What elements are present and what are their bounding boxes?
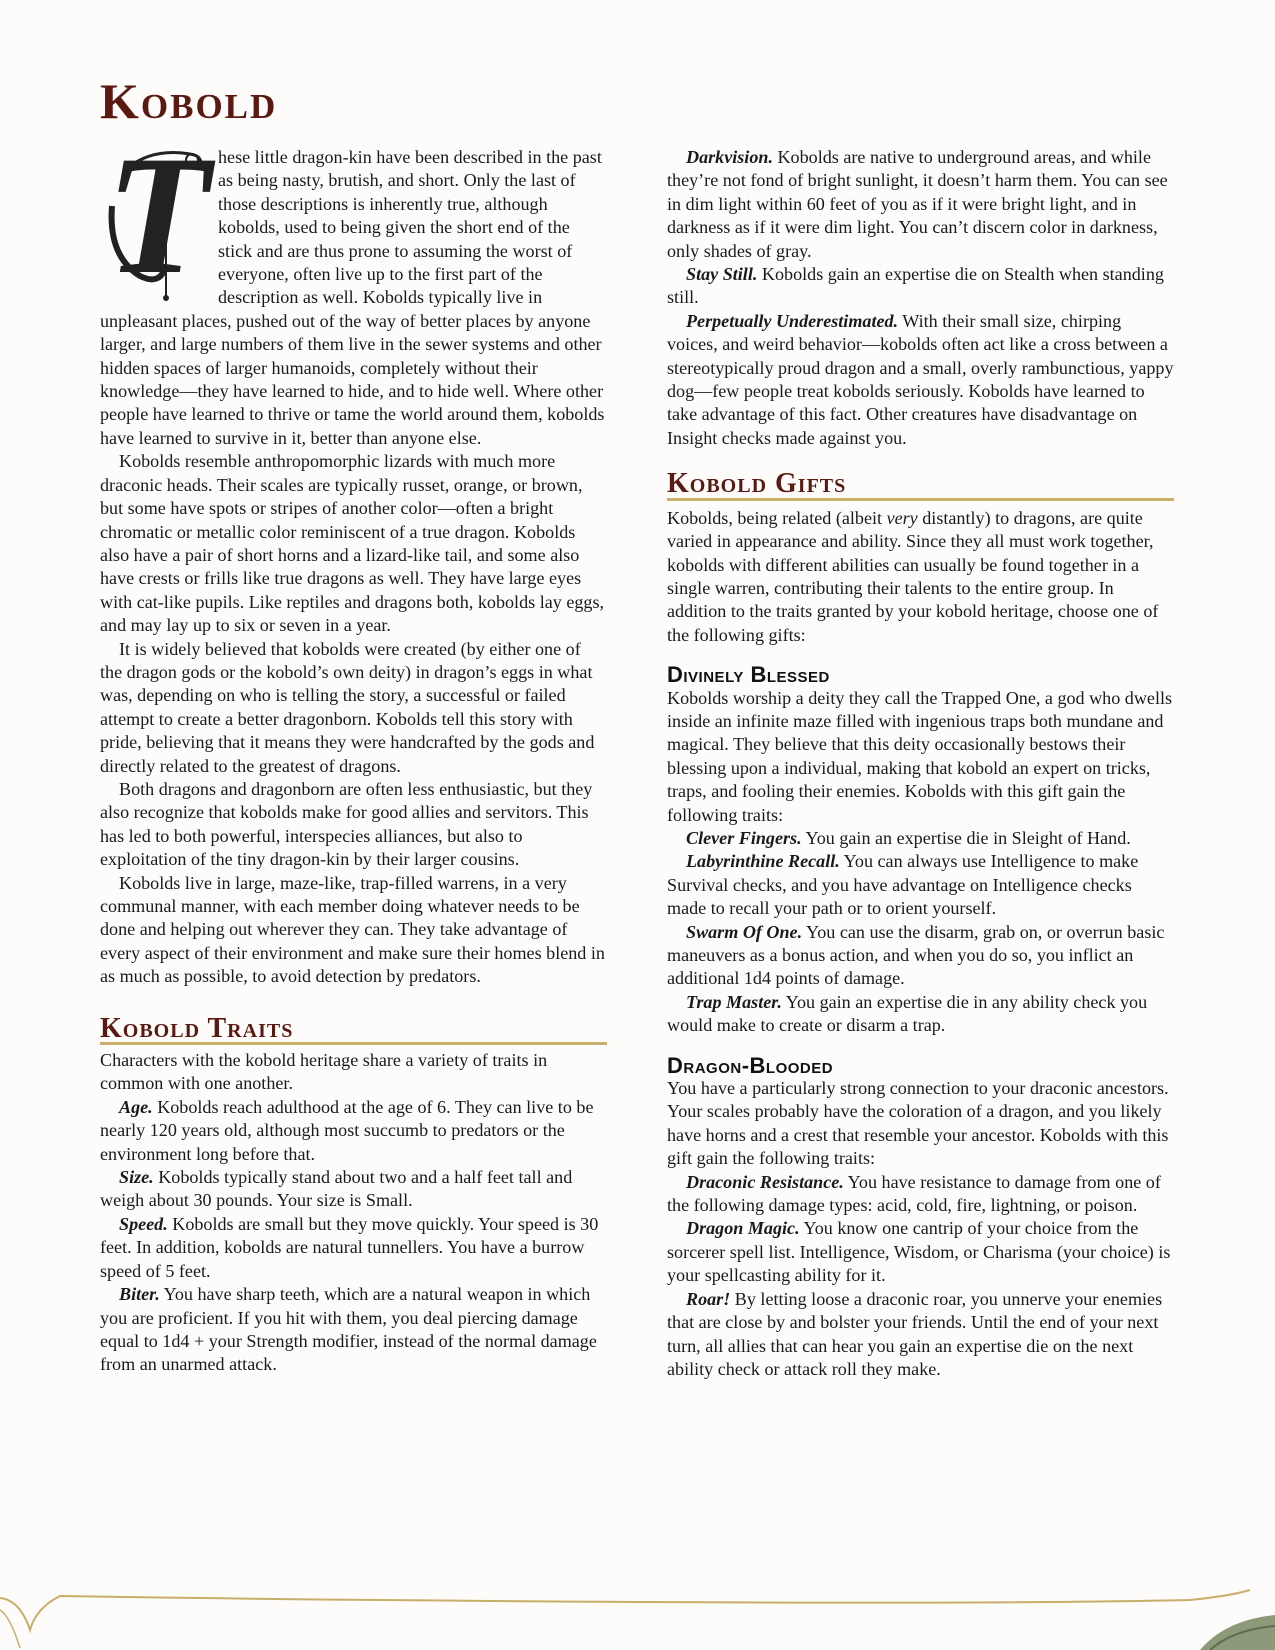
- trait-text: By letting loose a draconic roar, you unnerve your enemies that are close by and bolster your friends. Until the end of your next turn, all allies that can hear you gain an expertise die on the next ability check or attack roll they make.: [667, 1288, 1163, 1379]
- trait-text: You have sharp teeth, which are a natural weapon in which you are proficient. If you hit with them, you deal piercing damage equal to 1d4 + your Strength modifier, instead of the normal damage from an unarmed attack.: [100, 1284, 597, 1375]
- trait-text: You know one cantrip of your choice from the sorcerer spell list. Intelligence, Wisdom, or Charisma (your choice) is your spellcasting ability for it.: [667, 1218, 1171, 1286]
- footer-ornament-icon: [0, 1560, 1275, 1650]
- trait-name: Speed.: [119, 1213, 168, 1234]
- trait-text: You can use the disarm, grab on, or overrun basic maneuvers as a bonus action, and when you do so, you inflict an additional 1d4 points of damage.: [667, 921, 1165, 989]
- intro-section: [100, 121, 607, 989]
- intro-paragraph-2: Kobolds resemble anthropomorphic lizards with much more draconic heads. Their scales are typically russet, orange, or brown, but some have spots or stripes of another color—often a bright chromatic or metallic color reminiscent of a true dragon. Kobolds also have a pair of short horns and a lizard-like tail, and some also have crests or frills like true dragons as well. They have large eyes with cat-like pupils. Like reptiles and dragons both, kobolds lay eggs, and may lay up to six or seven in a year.: [100, 451, 605, 636]
- drop-cap-letter: T: [106, 121, 210, 309]
- trait-name: Dragon Magic.: [686, 1218, 800, 1239]
- trait-name: Labyrinthine Recall.: [686, 851, 840, 872]
- trait-name: Age.: [119, 1096, 153, 1117]
- trait-text: You can always use Intelligence to make Survival checks, and you have advantage on Intelligence checks made to recall your path or to orient yourself.: [667, 851, 1139, 919]
- divinely-blessed-intro: Kobolds worship a deity they call the Trapped One, a god who dwells inside an infinite maze filled with ingenious traps both mundane and magical. They believe that this deity occasionally bestows their blessing upon a individual, making that kobold an expert on tricks, traps, and fooling their enemies. Kobolds with this gift gain the following traits:: [667, 687, 1173, 825]
- trait-text: With their small size, chirping voices, and weird behavior—kobolds often act like a cross between a stereotypically proud dragon and a small, overly rambunctious, yappy dog—few people treat kobolds seriously. Kobolds have learned to take advantage of this fact. Other creatures have disadvantage on Insight checks made against you.: [667, 310, 1174, 448]
- trait-text: You gain an expertise die in any ability check you would make to create or disarm a trap.: [667, 991, 1148, 1036]
- trait-text: Kobolds reach adulthood at the age of 6. They can live to be nearly 120 years old, although most succumb to predators or the environment long before that.: [100, 1096, 594, 1164]
- dragon-blooded-intro: You have a particularly strong connection to your draconic ancestors. Your scales probably have the coloration of a dragon, and you likely have horns and a crest that resemble your ancestor. Kobolds with this gift gain the following traits:: [667, 1078, 1169, 1169]
- gift-dragon-magic: [667, 1217, 1174, 1287]
- gifts-intro-emphasis: very: [886, 507, 918, 528]
- trait-name: Trap Master.: [686, 991, 782, 1012]
- trait-speed: [100, 1213, 607, 1283]
- trait-age: [100, 1096, 607, 1166]
- trait-name: Draconic Resistance.: [686, 1171, 844, 1192]
- traits-intro: Characters with the kobold heritage share a variety of traits in common with one another.: [100, 1050, 548, 1094]
- trait-text: Kobolds gain an expertise die on Stealth when standing still.: [667, 264, 1164, 308]
- traits-section: [100, 1012, 607, 1377]
- trait-name: Swarm Of One.: [686, 921, 803, 942]
- trait-text: Kobolds are small but they move quickly. Your speed is 30 feet. In addition, kobolds are natural tunnellers. You have a burrow speed of 5 feet.: [100, 1213, 599, 1281]
- gift-draconic-resistance: [667, 1171, 1174, 1218]
- right-column: [667, 146, 1174, 1381]
- trait-name: Biter.: [119, 1284, 160, 1305]
- trait-name: Size.: [119, 1167, 154, 1188]
- gifts-intro-before: Kobolds, being related (albeit: [667, 507, 887, 528]
- gifts-heading: Kobold Gifts: [667, 472, 1174, 500]
- gift-trap-master: [667, 991, 1174, 1038]
- intro-paragraph-5: Kobolds live in large, maze-like, trap-filled warrens, in a very communal manner, with each member doing whatever needs to be done and helping out wherever they can. They take advantage of every aspect of their environment and make sure their homes blend in as much as possible, to avoid detection by predators.: [100, 872, 605, 987]
- intro-paragraph-3: It is widely believed that kobolds were created (by either one of the dragon gods or the kobold’s own deity) in dragon’s eggs in what was, depending on who is telling the story, a successful or failed attempt to create a better dragonborn. Kobolds tell this story with pride, believing that it means they were handcrafted by the gods and directly related to the greatest of dragons.: [100, 638, 595, 776]
- trait-text: Kobolds are native to underground areas, and while they’re not fond of bright sunlight, it doesn’t harm them. You can see in dim light within 60 feet of you as if it were bright light, and in darkness as if it were dim light. You can’t discern color in darkness, only shades of gray.: [667, 147, 1168, 261]
- trait-name: Roar!: [686, 1288, 731, 1309]
- gift-roar: [667, 1288, 1174, 1382]
- dragon-blooded-heading: Dragon-Blooded: [667, 1052, 834, 1078]
- gifts-intro: [667, 507, 1174, 647]
- intro-paragraph-1: hese little dragon-kin have been described in the past as being nasty, brutish, and short. Only the last of those descriptions is inherently true, although kobolds, used to being given the short end of the stick and are thus prone to assuming the worst of everyone, often live up to the first part of the description as well. Kobolds typically live in unpleasant places, pushed out of the way of better places by anyone larger, and large numbers of them live in the sewer systems and other hidden spaces of larger humanoids, completely without their knowledge—they have learned to hide, and to hide well. Where other people have learned to thrive or tame the world around them, kobolds have learned to survive in it, better than anyone else.: [100, 147, 605, 448]
- trait-name: Perpetually Underestimated.: [686, 310, 899, 331]
- gifts-section: [667, 468, 1174, 1381]
- trait-darkvision: [667, 146, 1174, 263]
- gifts-intro-after: distantly) to dragons, are quite varied in appearance and ability. Since they all must work together, kobolds with different abilities can usually be found together in a single warren, contributing their talents to the entire group. In addition to the traits granted by your kobold heritage, choose one of the following gifts:: [667, 507, 1159, 645]
- trait-text: Kobolds typically stand about two and a half feet tall and weigh about 30 pounds. Your size is Small.: [100, 1167, 573, 1211]
- trait-text: You have resistance to damage from one of the following damage types: acid, cold, fire, lightning, or poison.: [667, 1171, 1161, 1216]
- traits-heading: Kobold Traits: [100, 1017, 607, 1045]
- trait-name: Darkvision.: [686, 147, 773, 167]
- trait-text: You gain an expertise die in Sleight of Hand.: [801, 827, 1131, 848]
- trait-size: [100, 1166, 607, 1213]
- trait-name: Stay Still.: [686, 264, 758, 285]
- trait-perpetually-underestimated: [667, 310, 1174, 450]
- gift-clever-fingers: [667, 827, 1174, 850]
- divinely-blessed-heading: Divinely Blessed: [667, 662, 830, 688]
- intro-paragraph-4: Both dragons and dragonborn are often less enthusiastic, but they also recognize that kobolds make for good allies and servitors. This has led to both powerful, interspecies alliances, but also to exploitation of the tiny dragon-kin by their larger cousins.: [100, 778, 593, 870]
- gift-labyrinthine-recall: [667, 850, 1174, 920]
- trait-name: Clever Fingers.: [686, 827, 802, 848]
- page-title: Kobold: [100, 73, 278, 129]
- drop-cap: [100, 121, 212, 309]
- trait-stay-still: [667, 263, 1174, 310]
- left-column: [100, 121, 607, 1377]
- gift-swarm-of-one: [667, 921, 1174, 991]
- trait-biter: [100, 1283, 607, 1377]
